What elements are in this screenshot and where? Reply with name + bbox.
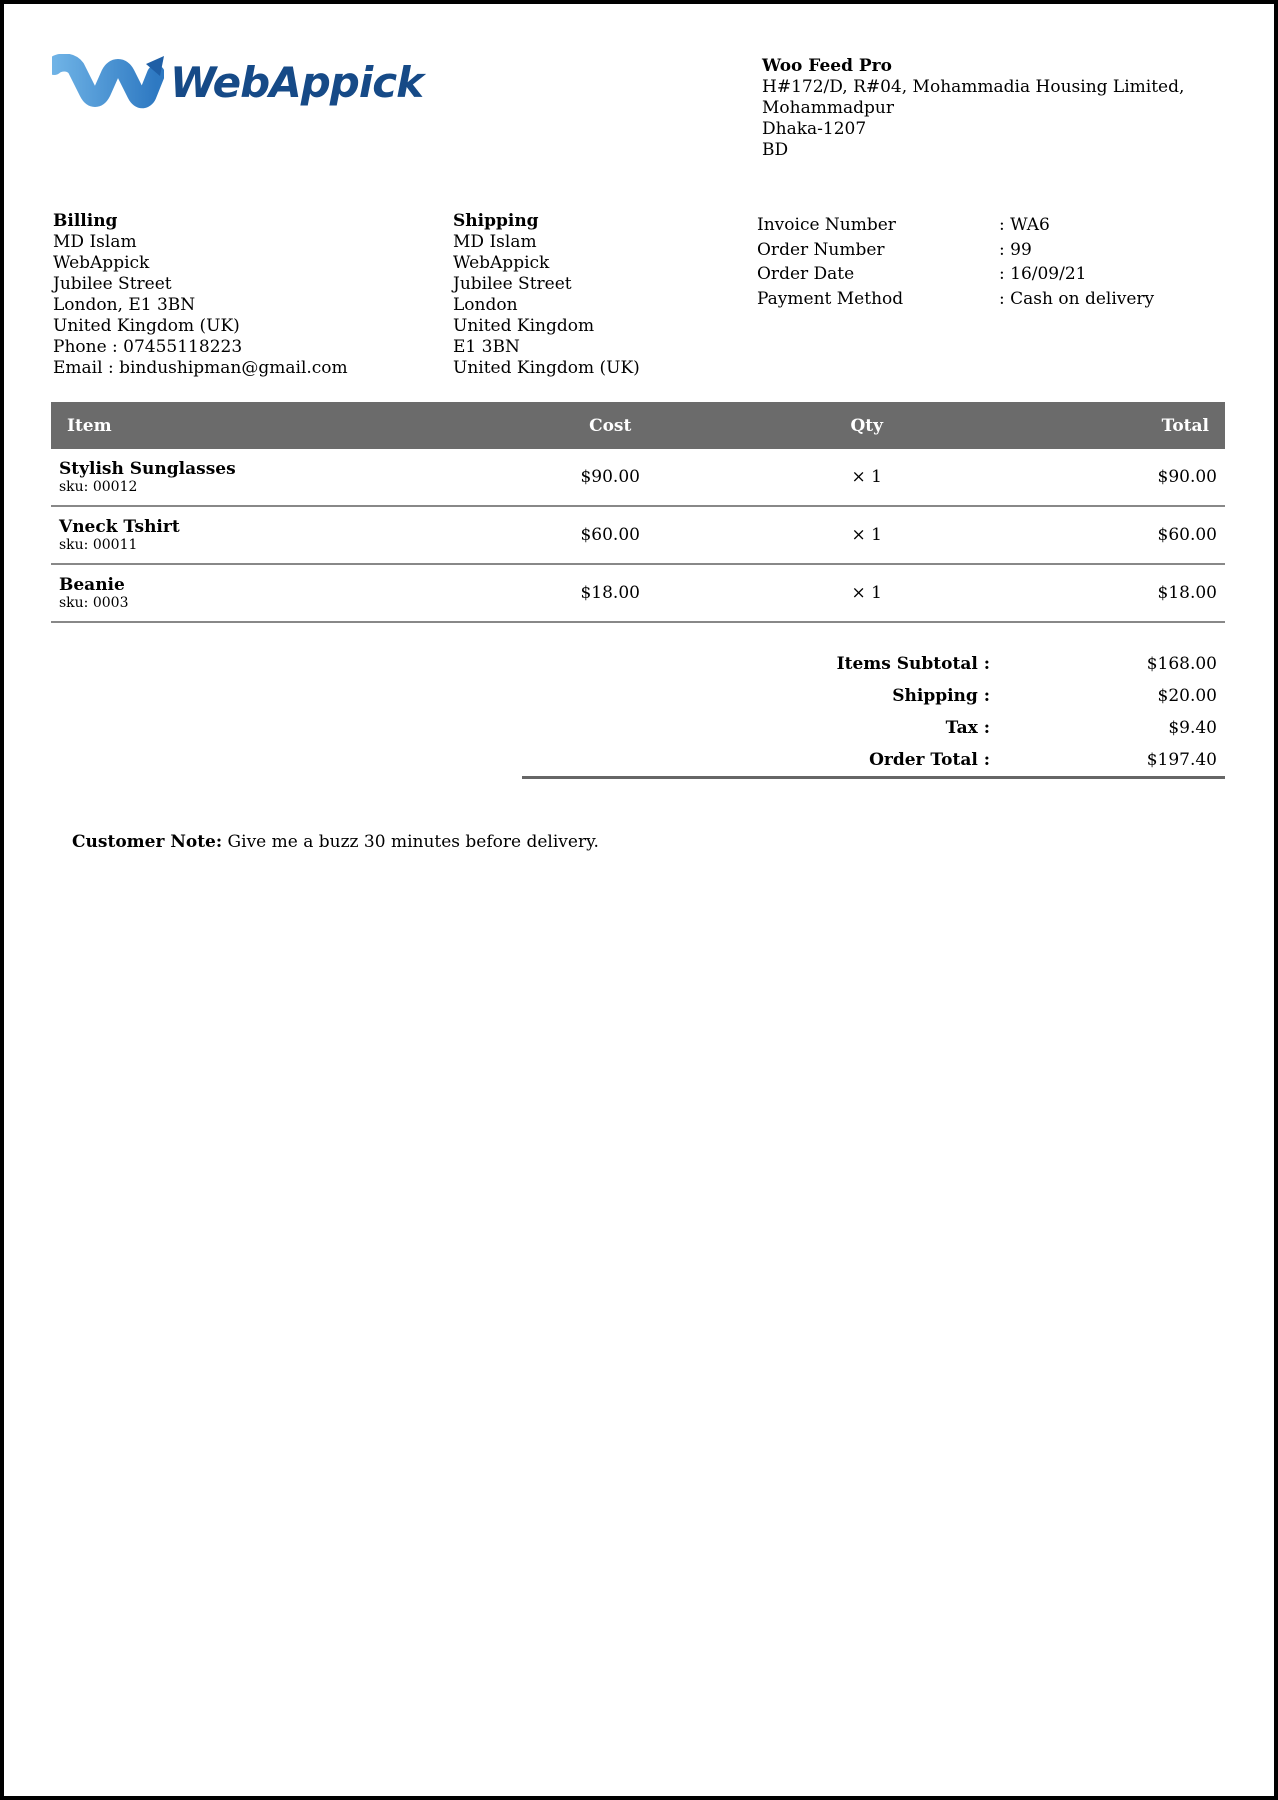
company-logo	[52, 54, 424, 116]
order-total-row	[522, 744, 1225, 776]
shipping-heading: Shipping	[453, 211, 539, 231]
shipping-line: WebAppick	[453, 253, 550, 273]
items-table	[51, 402, 1225, 623]
subtotal-row	[522, 648, 1225, 680]
shipping-line: MD Islam	[453, 232, 537, 252]
billing-line: Jubilee Street	[53, 274, 172, 294]
customer-note-text: Give me a buzz 30 minutes before delivery.	[222, 832, 599, 852]
product-sku: sku: 00012	[59, 478, 138, 495]
column-header-item: Item	[51, 402, 524, 449]
billing-line: WebAppick	[53, 253, 150, 273]
tax-value: $9.40	[1168, 718, 1217, 738]
shipping-line: Jubilee Street	[453, 274, 572, 294]
qty-cell: × 1	[696, 449, 1037, 506]
total-cell: $60.00	[1037, 506, 1225, 564]
subtotal-value: $168.00	[1146, 654, 1217, 674]
cost-cell: $60.00	[524, 506, 696, 564]
customer-note	[72, 831, 599, 853]
cost-cell: $90.00	[524, 449, 696, 506]
shipping-total-row	[522, 680, 1225, 712]
item-cell	[51, 506, 524, 564]
billing-phone: Phone : 07455118223	[53, 337, 243, 357]
table-row	[51, 449, 1225, 506]
column-header-cost: Cost	[524, 402, 696, 449]
order-total-value: $197.40	[1146, 750, 1217, 770]
order-date-value: : 16/09/21	[999, 264, 1087, 284]
item-cell	[51, 449, 524, 506]
order-totals	[522, 648, 1225, 779]
table-row	[51, 506, 1225, 564]
seller-name: Woo Feed Pro	[762, 56, 892, 76]
shipping-address	[453, 211, 640, 379]
shipping-line: E1 3BN	[453, 337, 520, 357]
billing-line: London, E1 3BN	[53, 295, 196, 315]
product-sku: sku: 0003	[59, 594, 129, 611]
totals-label: Order Total :	[869, 750, 990, 770]
total-cell: $18.00	[1037, 564, 1225, 622]
seller-address-line: BD	[762, 140, 789, 160]
payment-method-value: : Cash on delivery	[999, 288, 1155, 309]
meta-label: Order Number	[757, 239, 885, 260]
total-cell: $90.00	[1037, 449, 1225, 506]
billing-line: United Kingdom (UK)	[53, 316, 240, 336]
meta-label: Payment Method	[757, 288, 904, 309]
column-header-total: Total	[1037, 402, 1225, 449]
qty-cell: × 1	[696, 564, 1037, 622]
item-cell	[51, 564, 524, 622]
meta-label: Order Date	[757, 264, 855, 284]
order-number-value: : 99	[999, 239, 1032, 260]
seller-address-line: Mohammadpur	[762, 98, 894, 118]
shipping-line: United Kingdom	[453, 316, 595, 336]
table-header-row	[51, 402, 1225, 449]
billing-address	[53, 211, 348, 379]
billing-email: Email : bindushipman@gmail.com	[53, 358, 348, 378]
totals-label: Shipping :	[892, 686, 990, 706]
product-name: Stylish Sunglasses	[59, 458, 236, 479]
customer-note-label: Customer Note:	[72, 832, 223, 852]
totals-label: Tax :	[945, 718, 990, 738]
product-sku: sku: 00011	[59, 536, 138, 553]
totals-label: Items Subtotal :	[836, 654, 990, 674]
column-header-qty: Qty	[696, 402, 1037, 449]
webappick-logo-icon	[52, 54, 164, 116]
billing-line: MD Islam	[53, 232, 137, 252]
logo-wordmark: WebAppick	[170, 58, 424, 107]
invoice-number-value: : WA6	[999, 215, 1050, 235]
product-name: Vneck Tshirt	[59, 516, 180, 537]
seller-address-line: Dhaka-1207	[762, 119, 867, 139]
table-row	[51, 564, 1225, 622]
cost-cell: $18.00	[524, 564, 696, 622]
billing-heading: Billing	[53, 211, 118, 231]
shipping-line: London	[453, 295, 518, 315]
seller-info	[762, 56, 1184, 161]
meta-label: Invoice Number	[757, 215, 896, 235]
seller-address-line: H#172/D, R#04, Mohammadia Housing Limited,	[762, 77, 1185, 97]
tax-row	[522, 712, 1225, 744]
shipping-line: United Kingdom (UK)	[453, 358, 640, 378]
shipping-total-value: $20.00	[1157, 686, 1217, 706]
product-name: Beanie	[59, 574, 125, 595]
qty-cell: × 1	[696, 506, 1037, 564]
